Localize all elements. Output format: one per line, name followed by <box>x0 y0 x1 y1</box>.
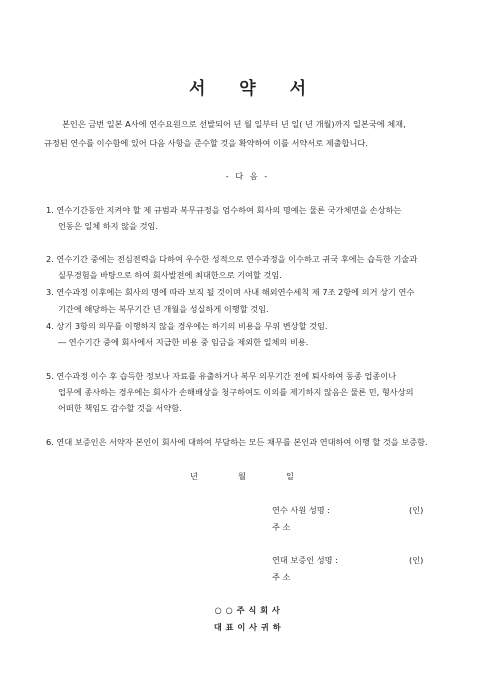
item-2-line-2: 실무경험을 바탕으로 하여 회사발전에 최대한으로 기여할 것임. <box>58 270 282 280</box>
item-4-line-2: ― 연수기간 중에 회사에서 지급한 비용 중 임금을 제외한 일체의 비용. <box>58 337 309 347</box>
item-5-line-1: 5. 연수과정 이수 후 습득한 정보나 자료를 유출하거나 복무 의무기간 전에 퇴사하여 동종 업종이나 <box>46 371 397 381</box>
item-3-line-1: 3. 연수과정 이후에는 회사의 명에 따라 보직 될 것이며 사내 해외연수세칙 제 7조 2항에 의거 상기 연수 <box>46 287 415 297</box>
item-3-line-2: 기간에 해당하는 복무기간 년 개월을 성실하게 이행할 것임. <box>58 304 269 314</box>
trainee-address-label: 주 소 <box>272 522 291 532</box>
document-title: 서 약 서 <box>188 79 321 99</box>
item-2-line-1: 2. 연수기간 중에는 전심전력을 다하여 우수한 성적으로 연수과정을 이수하고 귀국 후에는 습득한 기술과 <box>46 254 418 264</box>
item-1-line-2: 언동은 일체 하지 않을 것임. <box>58 221 159 231</box>
item-1-line-1: 1. 연수기간동안 지켜야 할 제 규범과 복무규정을 엄수하여 회사의 명예는 물론 국가체면을 손상하는 <box>46 205 402 215</box>
date-year: 년 <box>190 471 198 481</box>
item-5-line-3: 어떠한 책임도 감수할 것을 서약함. <box>58 403 182 413</box>
recipient-line: 대 표 이 사 귀 하 <box>213 622 282 632</box>
trainee-name-label: 연수 사원 성명 : <box>272 505 331 515</box>
guarantor-seal: (인) <box>409 555 424 565</box>
intro-line-2: 규정된 연수를 이수함에 있어 다음 사항을 준수할 것을 확약하여 이를 서약서로 제출합니다. <box>44 138 368 148</box>
company-name: ○ ○ 주 식 회 사 <box>214 605 281 615</box>
trainee-seal: (인) <box>409 505 424 515</box>
item-5-line-2: 업무에 종사하는 경우에는 회사가 손해배상을 청구하여도 이의를 제기하지 않음은 물론 민, 형사상의 <box>58 387 414 397</box>
item-6-line-1: 6. 연대 보증인은 서약자 본인이 회사에 대하여 부담하는 모든 채무를 본인과 연대하여 이행 할 것을 보증함. <box>46 437 428 447</box>
date-month: 월 <box>238 471 246 481</box>
section-separator: - 다 음 - <box>225 171 270 181</box>
guarantor-address-label: 주 소 <box>272 572 291 582</box>
guarantor-name-label: 연대 보증인 성명 : <box>272 555 338 565</box>
item-4-line-1: 4. 상기 3항의 의무를 이행하지 않을 경우에는 하기의 비용을 무위 변상할 것임. <box>46 321 328 331</box>
date-day: 일 <box>286 471 294 481</box>
intro-line-1: 본인은 금번 일본 A사에 연수요원으로 선발되어 년 월 일부터 년 일( 년 개월)까지 일본국에 체재, <box>62 119 406 129</box>
